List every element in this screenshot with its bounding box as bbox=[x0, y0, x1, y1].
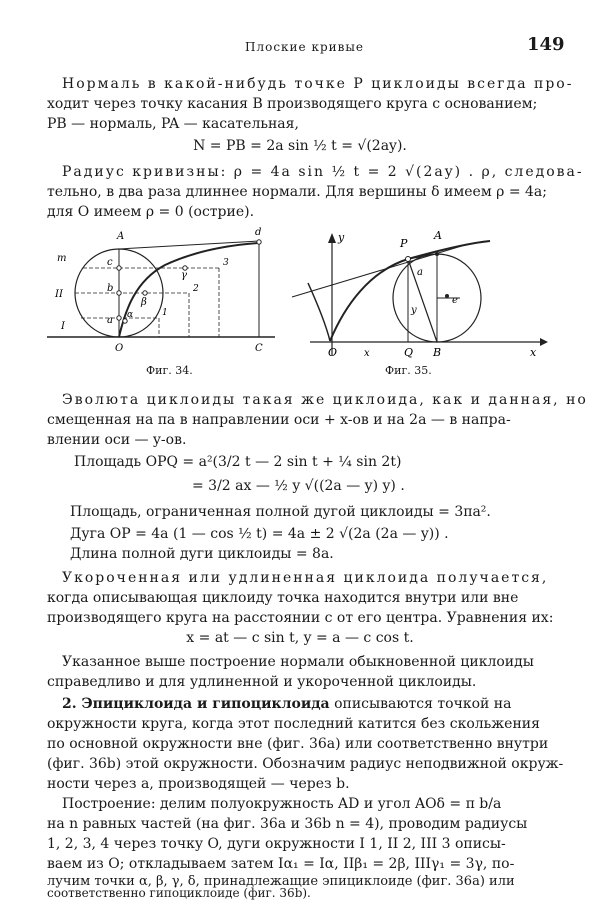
fig35-label-O: O bbox=[328, 346, 338, 359]
para1-line3: PB — нормаль, PA — касательная, bbox=[47, 116, 299, 132]
fig35-caption: Фиг. 35. bbox=[385, 364, 432, 377]
construction-line4: ваем из O; откладываем затем Iα₁ = Iα, IIβ₁ = 2β, IIIγ₁ = 3γ, по- bbox=[47, 856, 515, 872]
construction-line6: соответственно гипоциклоиде (фиг. 36b). bbox=[47, 886, 311, 900]
fig34-cycloid-arc bbox=[119, 243, 259, 337]
fig34-point-d bbox=[257, 240, 261, 244]
arc-length-formula: Дуга OP = 4a (1 — cos ½ t) = 4a ± 2 √(2a (2a — y)) . bbox=[70, 526, 449, 542]
fig34-label-b: b bbox=[107, 283, 114, 294]
trochoid-equations: x = at — c sin t, y = a — c cos t. bbox=[186, 630, 414, 646]
fig34-label-beta: β bbox=[141, 297, 147, 308]
fig34-label-C: C bbox=[255, 343, 263, 354]
fig35-point-e bbox=[445, 294, 449, 298]
fig34-point-c bbox=[117, 266, 121, 270]
section2-line1-rest: описываются точкой на bbox=[334, 696, 512, 712]
fig35-point-A bbox=[435, 252, 439, 256]
section2-title: 2. Эпициклоида и гипоциклоида bbox=[62, 696, 330, 712]
fig35-label-x-seg: x bbox=[364, 348, 370, 359]
construction-line5: лучим точки α, β, γ, δ, принадлежащие эпициклоиде (фиг. 36a) или bbox=[47, 874, 515, 889]
fig34-label-alpha: α bbox=[127, 310, 134, 320]
page-number: 149 bbox=[527, 34, 565, 55]
fig35-label-a: a bbox=[417, 267, 423, 278]
normal-formula: N = PB = 2a sin ½ t = √(2ay). bbox=[193, 138, 407, 154]
fig35-label-B: B bbox=[433, 346, 442, 359]
fig34-label-O: O bbox=[115, 343, 124, 354]
fig34-label-3: 3 bbox=[223, 258, 229, 268]
para2-line3: для O имеем ρ = 0 (острие). bbox=[47, 204, 255, 220]
para3-line1: Эволюта циклоиды такая же циклоида, как и данная, но bbox=[62, 392, 588, 408]
para3-line2: смещенная на πa в направлении оси + x-ов и на 2a — в напра- bbox=[47, 412, 511, 428]
fig34-point-a bbox=[117, 316, 121, 320]
section2-line5: ности через a, производящей — через b. bbox=[47, 776, 350, 792]
para2-line1: Радиус кривизны: ρ = 4a sin ½ t = 2 √(2ay) . ρ, следова- bbox=[62, 164, 584, 180]
para4-line3: производящего круга на расстоянии c от его центра. Уравнения их: bbox=[47, 610, 554, 626]
fig35-label-x-axis: x bbox=[530, 346, 537, 359]
fig34-label-2: 2 bbox=[193, 284, 199, 294]
para1-line2: ходит через точку касания B производящего круга с основанием; bbox=[47, 96, 538, 112]
running-title: Плоские кривые bbox=[245, 40, 365, 54]
para5-line2: справедливо и для удлиненной и укороченной циклоиды. bbox=[47, 674, 477, 690]
para1-line1: Нормаль в какой-нибудь точке P циклоиды всегда про- bbox=[62, 76, 574, 92]
fig34-label-a: a bbox=[107, 315, 113, 326]
section2-line3: по основной окружности вне (фиг. 36a) или соответственно внутри bbox=[47, 736, 549, 752]
fig34-label-gamma: γ bbox=[181, 270, 187, 281]
area-formula-line2: = 3/2 ax — ½ y √((2a — y) y) . bbox=[192, 478, 405, 494]
fig34-label-I: I bbox=[61, 321, 65, 332]
section2-line2: окружности круга, когда этот последний катится без скольжения bbox=[47, 716, 540, 732]
fig34-label-A: A bbox=[117, 231, 125, 242]
full-arc-area: Площадь, ограниченная полной дугой циклоиды = 3πa². bbox=[70, 504, 491, 520]
fig35-label-e: e bbox=[452, 295, 458, 306]
figure-35 bbox=[290, 225, 555, 360]
fig35-x-arrow bbox=[540, 338, 548, 346]
para2-line2: тельно, в два раза длиннее нормали. Для вершины δ имеем ρ = 4a; bbox=[47, 184, 547, 200]
fig35-cycloid-main bbox=[330, 241, 490, 341]
para3-line3: влении оси — y-ов. bbox=[47, 432, 187, 448]
fig35-y-arrow bbox=[328, 233, 336, 243]
full-arc-length: Длина полной дуги циклоиды = 8a. bbox=[70, 546, 334, 562]
fig34-caption: Фиг. 34. bbox=[146, 364, 193, 377]
fig35-point-P bbox=[406, 257, 411, 262]
fig34-label-1: 1 bbox=[162, 308, 168, 318]
fig34-point-beta bbox=[143, 291, 147, 295]
area-formula-line1: Площадь OPQ = a²(3/2 t — 2 sin t + ¼ sin 2t) bbox=[74, 454, 402, 470]
fig34-label-d: d bbox=[255, 227, 262, 238]
construction-line1: Построение: делим полуокружность AD и угол AOδ = π b/a bbox=[62, 796, 502, 812]
fig35-tangent bbox=[292, 245, 465, 297]
fig35-label-y-axis: y bbox=[338, 231, 345, 244]
construction-line3: 1, 2, 3, 4 через точку O, дуги окружности I 1, II 2, III 3 описы- bbox=[47, 836, 506, 852]
section2-line1 bbox=[62, 694, 512, 714]
fig34-label-c: c bbox=[107, 257, 113, 268]
fig34-label-m: m bbox=[57, 253, 67, 264]
para5-line1: Указанное выше построение нормали обыкновенной циклоиды bbox=[62, 654, 534, 670]
section2-line4: (фиг. 36b) этой окружности. Обозначим радиус неподвижной окруж- bbox=[47, 756, 564, 772]
construction-line2: на n равных частей (на фиг. 36a и 36b n = 4), проводим радиусы bbox=[47, 816, 528, 832]
fig34-label-II: II bbox=[55, 289, 63, 300]
para4-line1: Укороченная или удлиненная циклоида получается, bbox=[62, 570, 549, 586]
fig35-label-y: y bbox=[411, 305, 417, 316]
fig35-label-P: P bbox=[400, 237, 408, 250]
para4-line2: когда описывающая циклоиду точка находится внутри или вне bbox=[47, 590, 519, 606]
fig34-point-b bbox=[117, 291, 121, 295]
fig35-label-A: A bbox=[434, 229, 442, 242]
figure-34 bbox=[45, 225, 285, 360]
fig35-label-Q: Q bbox=[404, 346, 414, 359]
